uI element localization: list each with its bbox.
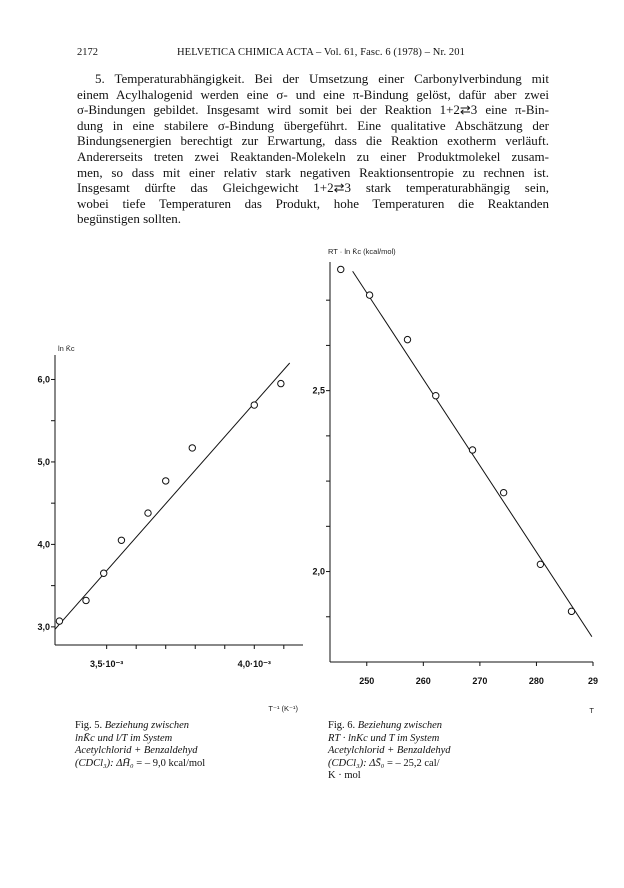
x-tick-label: 4,0·10⁻³ — [237, 659, 271, 669]
data-point — [366, 292, 372, 298]
data-point — [404, 336, 410, 342]
paragraph-line: wobei tiefe Temperaturen das Produkt, hohe Temperaturen die Reaktanden — [77, 195, 549, 211]
y-tick-label: 2,0 — [312, 566, 325, 577]
paragraph-line: dung in eine stabilere σ-Bindung übergeführt. Eine qualitative Abschätzung der — [77, 117, 549, 133]
regression-line — [353, 271, 592, 636]
fig5-caption-label: Fig. 5. — [75, 720, 103, 731]
paragraph-line: men, so dass mit einer relativ stark negativen Reaktionsentropie zu rechnen ist. — [77, 164, 549, 180]
figure-6-caption — [328, 720, 568, 783]
y-tick-label: 2,5 — [312, 385, 325, 396]
fig6-caption-label: Fig. 6. — [328, 720, 356, 731]
paragraph-line: begünstigen sollten. — [77, 211, 181, 227]
fig6-caption-line4-value: = – 25,2 cal/ — [386, 757, 440, 769]
x-tick-label: 280 — [528, 676, 544, 686]
data-point — [338, 266, 344, 272]
paragraph-line: Bindungsenergien berechtigt zur Erwartung, dass die Reaktion exotherm verläuft. — [77, 133, 549, 149]
page-number: 2172 — [77, 47, 98, 58]
y-tick-label: 6,0 — [37, 374, 50, 385]
paragraph-line: σ-Bindungen gebildet. Insgesamt wird somit bei der Reaktion 1+2⇄3 eine π-Bin- — [77, 102, 549, 118]
x-axis-label: T — [589, 706, 594, 715]
figure-5-caption — [75, 720, 315, 770]
fig5-caption-line4-value: = – 9,0 kcal/mol — [136, 757, 206, 769]
data-point — [500, 489, 506, 495]
y-axis-label: RT · ln K̄c (kcal/mol) — [328, 247, 396, 256]
y-tick-label: 4,0 — [37, 539, 50, 550]
y-axis-label: ln K̄c — [58, 344, 75, 353]
x-tick-label: 29 — [587, 676, 599, 686]
x-tick-label: 250 — [359, 676, 375, 686]
data-point — [433, 393, 439, 399]
fig5-caption-line2: lnK̄c und l/T im System — [75, 732, 173, 744]
x-tick-label: 270 — [472, 676, 488, 686]
paragraph-line: einem Acylhalogenid werden eine σ- und eine π-Bindung gelöst, dafür aber zwei — [77, 86, 549, 102]
fig5-caption-text: Beziehung zwischen — [104, 720, 190, 731]
paragraph-line: Insgesamt dürfte das Gleichgewicht 1+2⇄3 stark temperaturabhängig sein, — [77, 180, 549, 196]
fig6-caption-line3: Acetylchlorid + Benzaldehyd — [328, 745, 451, 757]
y-tick-label: 5,0 — [37, 456, 50, 467]
data-point — [537, 561, 543, 567]
fig6-caption-line4-italic: (CDCl₃): ΔS̄₀ — [328, 757, 385, 769]
fig6-caption-text: Beziehung zwischen — [357, 720, 443, 731]
x-tick-label: 3,5·10⁻³ — [90, 659, 124, 669]
journal-title: HELVETICA CHIMICA ACTA – Vol. 61, Fasc. 6 (1978) – Nr. 201 — [177, 47, 465, 58]
fig6-caption-line2: RT · lnKc und T im System — [328, 732, 440, 744]
data-point — [469, 447, 475, 453]
fig5-caption-line3: Acetylchlorid + Benzaldehyd — [75, 745, 198, 757]
fig5-caption-line4-italic: (CDCl₃): ΔH̄₀ — [75, 757, 134, 769]
data-point — [568, 608, 574, 614]
y-tick-label: 3,0 — [37, 621, 50, 632]
paragraph-line: Andererseits treten zwei Reaktanden-Molekeln zu einer Produktmolekel zusam- — [77, 148, 549, 164]
paragraph-line: 5. Temperaturabhängigkeit. Bei der Umsetzung einer Carbonylverbindung mit — [95, 71, 549, 86]
fig6-caption-line5: K · mol — [328, 770, 361, 782]
x-tick-label: 260 — [415, 676, 431, 686]
x-axis-label: T⁻¹ (K⁻¹) — [268, 704, 298, 713]
